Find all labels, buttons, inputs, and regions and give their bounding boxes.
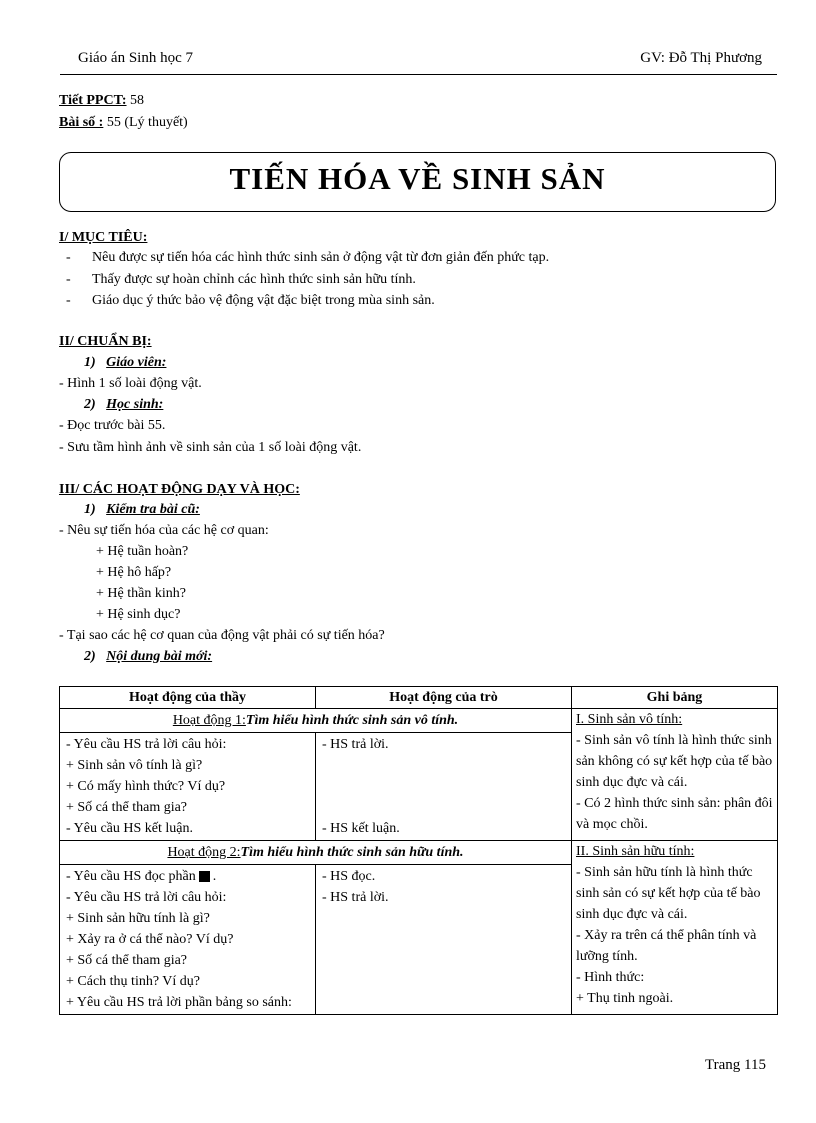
student-item: - Sưu tầm hình ảnh về sinh sản của 1 số loài động vật. (59, 440, 362, 455)
teacher-line: - Yêu cầu HS trả lời câu hỏi: (66, 737, 227, 752)
objective-item: Giáo dục ý thức bảo vệ động vật đặc biệt trong mùa sinh sản. (92, 293, 435, 308)
header-teacher: GV: Đỗ Thị Phương (640, 50, 762, 66)
board-1-line: - Sinh sản vô tính là hình thức sinh sản không có sự kết hợp của tế bào sinh dục đực và cái. (576, 733, 773, 790)
lesson-period-value: 58 (126, 93, 145, 108)
col-header-student: Hoạt động của trò (316, 687, 572, 709)
teacher-line: + Số cá thể tham gia? (66, 953, 188, 968)
teacher-subheading (84, 355, 166, 371)
activity-2-prefix: Hoạt động 2: (167, 845, 241, 860)
student-subheading (84, 397, 163, 413)
table-row (60, 709, 778, 733)
section-preparation-heading: II/ CHUẨN BỊ: (59, 334, 152, 349)
teacher-line-end: . (212, 869, 217, 884)
review-label: Kiểm tra bài cũ: (106, 502, 200, 517)
teacher-line: - Yêu cầu HS trả lời câu hỏi: (66, 890, 227, 905)
objective-item: Nêu được sự tiến hóa các hình thức sinh sản ở động vật từ đơn giản đến phức tạp. (92, 250, 550, 265)
col-header-board: Ghi bảng (572, 687, 778, 709)
student-line: - HS trả lời. (322, 737, 389, 752)
student-line: - HS trả lời. (322, 890, 389, 905)
board-2 (572, 841, 778, 1015)
review-subitem: + Hệ tuần hoàn? (96, 544, 189, 559)
activity-2-title (60, 841, 572, 865)
review-subitem: + Hệ sinh dục? (96, 607, 181, 622)
review-question: - Tại sao các hệ cơ quan của động vật phải có sự tiến hóa? (59, 628, 385, 643)
student-number: 2) (84, 397, 96, 412)
review-number: 1) (84, 502, 96, 517)
lesson-number-value: 55 (Lý thuyết) (103, 115, 188, 130)
bullet-dash: - (66, 272, 71, 287)
review-subitem: + Hệ thần kinh? (96, 586, 186, 601)
student-activity-1 (316, 733, 572, 841)
lesson-period-label: Tiết PPCT: (59, 93, 127, 108)
teacher-line: + Yêu cầu HS trả lời phần bảng so sánh: (66, 995, 292, 1010)
activity-1-prefix: Hoạt động 1: (172, 713, 246, 728)
lesson-number (59, 115, 188, 131)
student-item: - Đọc trước bài 55. (59, 418, 166, 433)
lesson-period (59, 93, 144, 109)
spacer (322, 755, 565, 818)
teacher-line: + Sinh sản vô tính là gì? (66, 758, 203, 773)
teacher-line: + Có mấy hình thức? Ví dụ? (66, 779, 226, 794)
student-line: - HS đọc. (322, 869, 376, 884)
teacher-number: 1) (84, 355, 96, 370)
board-2-line: - Sinh sản hữu tính là hình thức sinh sản có sự kết hợp của tế bào sinh dục đực và cái. (576, 865, 761, 922)
board-2-line: - Hình thức: (576, 970, 645, 985)
teacher-line: + Số cá thể tham gia? (66, 800, 188, 815)
teacher-line: + Cách thụ tinh? Ví dụ? (66, 974, 201, 989)
lesson-table (59, 686, 778, 1015)
review-question: - Nêu sự tiến hóa của các hệ cơ quan: (59, 523, 269, 538)
teacher-line: + Xảy ra ở cá thể nào? Ví dụ? (66, 932, 234, 947)
teacher-item: - Hình 1 số loài động vật. (59, 376, 202, 391)
review-subitem: + Hệ hô hấp? (96, 565, 172, 580)
student-activity-2 (316, 865, 572, 1015)
new-content-subheading (84, 649, 212, 665)
board-1 (572, 709, 778, 841)
title-box (59, 152, 776, 212)
teacher-line: + Sinh sản hữu tính là gì? (66, 911, 210, 926)
activity-2-name: Tìm hiểu hình thức sinh sản hữu tính. (240, 845, 464, 860)
board-2-line: - Xảy ra trên cá thể phân tính và lưỡng tính. (576, 928, 757, 964)
activity-1-name: Tìm hiểu hình thức sinh sản vô tính. (245, 713, 459, 728)
new-content-label: Nội dung bài mới: (106, 649, 213, 664)
review-subheading (84, 502, 200, 518)
section-objectives-heading: I/ MỤC TIÊU: (59, 230, 148, 245)
col-header-teacher: Hoạt động của thầy (60, 687, 316, 709)
board-2-title: II. Sinh sản hữu tính: (576, 844, 695, 859)
header-subject: Giáo án Sinh học 7 (78, 50, 193, 66)
lesson-number-label: Bài số : (59, 115, 104, 130)
student-line: - HS kết luận. (322, 821, 400, 836)
teacher-label: Giáo viên: (106, 355, 167, 370)
student-label: Học sinh: (106, 397, 164, 412)
bullet-dash: - (66, 293, 71, 308)
board-1-line: - Có 2 hình thức sinh sản: phân đôi và mọc chồi. (576, 796, 773, 832)
teacher-line: - Yêu cầu HS kết luận. (66, 821, 193, 836)
teacher-activity-2 (60, 865, 316, 1015)
page-title: TIẾN HÓA VỀ SINH SẢN (229, 161, 606, 196)
table-header-row (60, 687, 778, 709)
teacher-line-text: - Yêu cầu HS đọc phần (66, 869, 196, 884)
teacher-line (66, 866, 309, 887)
activity-1-title (60, 709, 572, 733)
section-activities-heading: III/ CÁC HOẠT ĐỘNG DẠY VÀ HỌC: (59, 482, 300, 497)
board-2-line: + Thụ tinh ngoài. (576, 991, 674, 1006)
bullet-dash: - (66, 250, 71, 265)
header-divider (60, 74, 777, 75)
board-1-title: I. Sinh sản vô tính: (576, 712, 683, 727)
objective-item: Thấy được sự hoàn chỉnh các hình thức sinh sản hữu tính. (92, 272, 416, 287)
table-row (60, 841, 778, 865)
page-number: Trang 115 (705, 1057, 766, 1073)
square-bullet-icon (199, 871, 210, 882)
new-content-number: 2) (84, 649, 96, 664)
teacher-activity-1 (60, 733, 316, 841)
